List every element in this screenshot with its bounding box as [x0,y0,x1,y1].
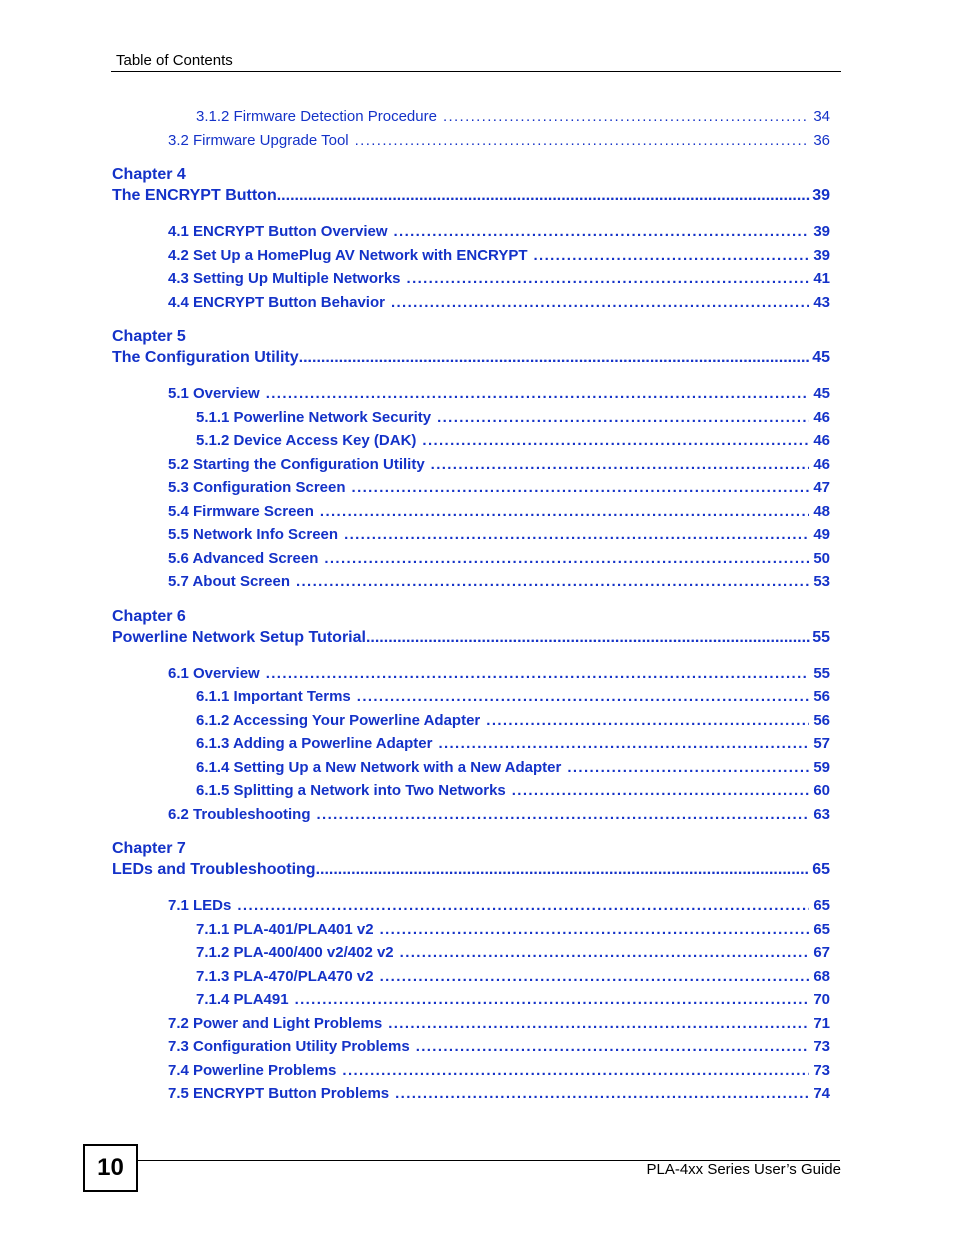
toc-entry[interactable] [112,571,830,595]
toc-entry[interactable] [112,292,830,316]
toc-entry[interactable] [112,1013,830,1037]
chapter-title-row[interactable] [112,185,830,207]
toc-entry-title: 5.1.1 Powerline Network Security [196,408,432,426]
toc-entry-page: 55 [813,664,830,682]
toc-entry-page: 73 [813,1038,830,1055]
dot-leader [416,1036,810,1057]
toc-entry-title: 6.1 Overview [168,664,260,682]
toc-entry[interactable] [112,407,830,431]
toc-entry[interactable] [112,221,830,245]
table-of-contents [112,106,830,1107]
chapter-page: 65 [812,861,830,878]
section-gap [112,153,830,165]
toc-entry[interactable] [112,663,830,687]
toc-entry-title: 5.2 Starting the Configuration Utility [168,455,425,473]
chapter-title: Powerline Network Setup Tutorial [112,628,366,646]
chapter-page: 39 [812,187,830,204]
dot-leader [567,757,809,778]
toc-entry-title: 7.1.3 PLA-470/PLA470 v2 [196,967,374,985]
toc-entry[interactable] [112,268,830,292]
toc-entry-page: 59 [813,758,830,776]
dot-leader [512,780,810,801]
chapter-title-row[interactable] [112,347,830,369]
dot-leader [266,383,810,404]
toc-entry[interactable] [112,130,830,154]
dot-leader [299,347,811,369]
dot-leader [317,804,810,825]
toc-entry-title: 5.3 Configuration Screen [168,479,346,496]
dot-leader [237,895,809,916]
chapter-title: The ENCRYPT Button [112,187,277,204]
toc-entry-title: 5.5 Network Info Screen [168,526,339,543]
chapter-block [112,165,830,315]
toc-entry[interactable] [112,757,830,781]
toc-entry-title: 6.2 Troubleshooting [168,805,311,823]
toc-entry-page: 63 [813,805,830,823]
dot-leader [342,1060,809,1081]
toc-entry-title: 7.1.4 PLA491 [196,991,289,1008]
toc-entry-page: 67 [813,944,830,961]
toc-entry-page: 53 [813,573,830,590]
toc-entry[interactable] [112,966,830,990]
dot-leader [422,430,809,451]
toc-entry-page: 57 [813,735,830,752]
dot-leader [443,106,809,127]
toc-entry-title: 5.7 About Screen [168,573,290,590]
toc-entry-title: 5.1.2 Device Access Key (DAK) [196,432,417,449]
toc-entry[interactable] [112,524,830,548]
toc-entry-title: 7.2 Power and Light Problems [168,1014,383,1032]
dot-leader [391,292,809,313]
dot-leader [395,1083,809,1104]
toc-entry-page: 49 [813,526,830,543]
toc-entry-page: 43 [813,293,830,311]
toc-entry-page: 60 [813,782,830,799]
dot-leader [277,185,810,207]
toc-entry[interactable] [112,1060,830,1084]
toc-entry-page: 46 [813,455,830,473]
dot-leader [407,268,810,289]
chapter-title-row[interactable] [112,627,830,649]
toc-entry[interactable] [112,245,830,269]
dot-leader [355,130,810,151]
toc-entry-page: 34 [813,108,830,125]
chapter-title-row[interactable] [112,859,830,881]
toc-entry-title: 7.1.1 PLA-401/PLA401 v2 [196,920,374,938]
toc-entry-page: 73 [813,1061,830,1079]
toc-entry[interactable] [112,895,830,919]
toc-entry[interactable] [112,733,830,757]
toc-entry[interactable] [112,1083,830,1107]
toc-entry-page: 48 [813,502,830,520]
toc-entry-page: 65 [813,920,830,938]
toc-entry-page: 36 [813,131,830,149]
toc-entry-title: 6.1.2 Accessing Your Powerline Adapter [196,711,481,729]
toc-entry-title: 3.1.2 Firmware Detection Procedure [196,108,437,125]
toc-entry-page: 70 [813,991,830,1008]
toc-entry-page: 41 [813,270,830,287]
dot-leader [295,989,810,1010]
toc-entry-title: 4.4 ENCRYPT Button Behavior [168,293,385,311]
chapter-page: 55 [812,628,830,646]
dot-leader [352,477,810,498]
toc-entry-title: 7.1 LEDs [168,897,232,914]
dot-leader [296,571,809,592]
toc-entry[interactable] [112,710,830,734]
toc-entry-title: 6.1.4 Setting Up a New Network with a New Adapter [196,758,562,776]
toc-entry-page: 47 [813,479,830,496]
dot-leader [388,1013,809,1034]
dot-leader [380,919,810,940]
toc-entry[interactable] [112,804,830,828]
toc-entry-page: 50 [813,549,830,567]
dot-leader [437,407,809,428]
toc-entry-title: 3.2 Firmware Upgrade Tool [168,131,349,149]
chapter-block [112,607,830,828]
chapter-label[interactable]: Chapter 5 [112,328,186,345]
dot-leader [324,548,809,569]
toc-entry[interactable] [112,477,830,501]
toc-entry-page: 39 [813,246,830,264]
toc-entry-title: 5.4 Firmware Screen [168,502,314,520]
toc-entry-title: 5.1 Overview [168,385,260,402]
dot-leader [394,221,810,242]
toc-entry[interactable] [112,942,830,966]
guide-title: PLA-4xx Series User’s Guide [646,1161,841,1178]
toc-entry-title: 6.1.1 Important Terms [196,688,351,705]
page-number: 10 [83,1144,138,1192]
toc-entry-title: 7.1.2 PLA-400/400 v2/402 v2 [196,944,394,961]
toc-entry-title: 7.5 ENCRYPT Button Problems [168,1085,390,1102]
dot-leader [357,686,810,707]
toc-entry-title: 6.1.5 Splitting a Network into Two Networks [196,782,506,799]
chapter-title: The Configuration Utility [112,349,299,366]
toc-entry-page: 74 [813,1085,830,1102]
toc-entry[interactable] [112,501,830,525]
toc-entry-page: 46 [813,432,830,449]
dot-leader [366,627,810,649]
toc-entry[interactable] [112,780,830,804]
toc-entry-title: 4.1 ENCRYPT Button Overview [168,223,388,240]
header-rule [111,71,841,72]
dot-leader [266,663,810,684]
dot-leader [438,733,809,754]
dot-leader [534,245,810,266]
toc-entry-page: 68 [813,967,830,985]
chapter-label[interactable]: Chapter 7 [112,840,186,857]
toc-entry-title: 5.6 Advanced Screen [168,549,319,567]
dot-leader [344,524,809,545]
toc-entry[interactable] [112,454,830,478]
toc-entry-title: 7.3 Configuration Utility Problems [168,1038,410,1055]
toc-entry-title: 6.1.3 Adding a Powerline Adapter [196,735,433,752]
toc-entry[interactable] [112,686,830,710]
dot-leader [400,942,810,963]
toc-entry-page: 45 [813,385,830,402]
toc-entry-title: 4.3 Setting Up Multiple Networks [168,270,401,287]
toc-entry[interactable] [112,430,830,454]
chapter-title: LEDs and Troubleshooting [112,861,316,878]
chapter-label[interactable]: Chapter 4 [112,166,186,183]
toc-entry-page: 71 [813,1014,830,1032]
toc-entry-page: 39 [813,223,830,240]
toc-entry-page: 56 [813,711,830,729]
chapter-block [112,839,830,1107]
chapter-page: 45 [812,349,830,366]
toc-entry-title: 7.4 Powerline Problems [168,1061,337,1079]
dot-leader [316,859,811,881]
running-header: Table of Contents [116,52,233,69]
dot-leader [431,454,810,475]
dot-leader [380,966,810,987]
chapter-label[interactable]: Chapter 6 [112,607,186,625]
toc-entry-title: 4.2 Set Up a HomePlug AV Network with ENCRYPT [168,246,528,264]
toc-entry-page: 65 [813,897,830,914]
toc-entry[interactable] [112,989,830,1013]
toc-entry[interactable] [112,1036,830,1060]
dot-leader [486,710,809,731]
toc-entry-page: 46 [813,408,830,426]
dot-leader [320,501,809,522]
toc-entry[interactable] [112,919,830,943]
toc-entry[interactable] [112,548,830,572]
chapter-block [112,327,830,595]
toc-entry[interactable] [112,383,830,407]
toc-entry[interactable] [112,106,830,130]
toc-entry-page: 56 [813,688,830,705]
